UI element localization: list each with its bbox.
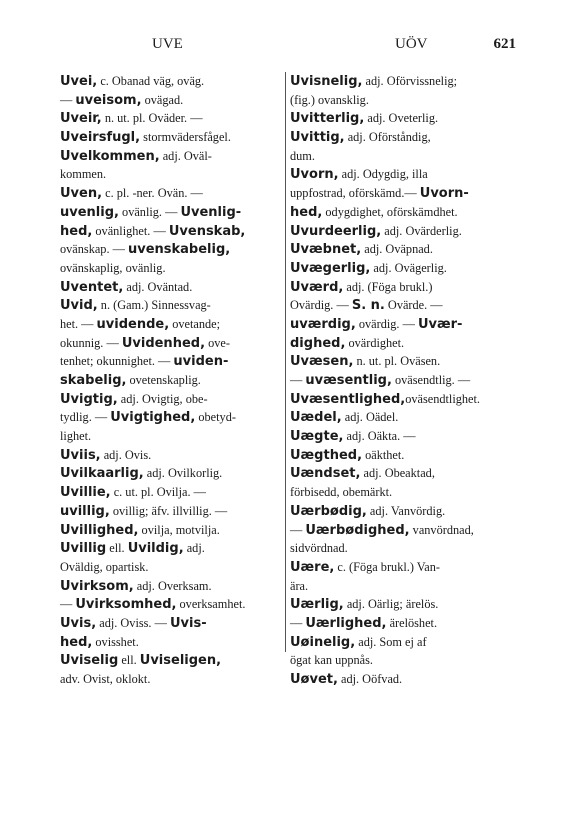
headword: hed,: [60, 634, 93, 650]
headword: Uægte,: [290, 429, 344, 445]
definition-text: Ovärdig. —: [290, 298, 352, 313]
headword: Uvæbnet,: [290, 242, 362, 258]
dictionary-line: [60, 521, 280, 540]
column-divider: [285, 72, 286, 652]
headword: Uvigtig,: [60, 391, 118, 407]
dictionary-line: [290, 539, 516, 558]
definition-text: adj. Oviss. —: [96, 615, 170, 630]
definition-text: —: [290, 373, 306, 387]
dictionary-line: [60, 651, 280, 670]
definition-text: kommen.: [60, 167, 107, 182]
headword: uvenskabelig,: [127, 242, 231, 258]
definition-text: tydlig. —: [60, 410, 111, 425]
definition-text: n. (Gam.) Sinnessvag-: [97, 298, 211, 313]
dictionary-line: [290, 595, 516, 614]
dictionary-line: [60, 446, 280, 465]
dictionary-line: [290, 577, 516, 596]
dictionary-line: [290, 483, 516, 502]
dictionary-line: [60, 91, 280, 110]
headword: Uvenskab,: [168, 223, 246, 239]
dictionary-line: [60, 427, 280, 446]
headword: hed,: [290, 204, 323, 220]
definition-text: het. —: [60, 316, 97, 331]
headword: Uøinelig,: [290, 634, 356, 650]
headword: Uvigtighed,: [110, 410, 196, 426]
definition-text: ell.: [118, 653, 140, 668]
definition-text: —: [60, 92, 76, 107]
headword: Uvidenhed,: [121, 335, 206, 351]
dictionary-line: [60, 670, 280, 689]
headword: Uædel,: [290, 410, 342, 426]
definition-text: odygdighet, oförskämdhet.: [322, 204, 458, 219]
definition-text: —: [290, 615, 306, 630]
headword: Uvittig,: [290, 130, 345, 146]
dictionary-line: [60, 315, 280, 334]
headword: Uvelkommen,: [60, 148, 160, 164]
headword: dighed,: [290, 335, 346, 351]
definition-text: Ovärde. —: [384, 298, 443, 313]
definition-text: lighet.: [60, 429, 92, 444]
dictionary-line: [60, 222, 280, 241]
dictionary-line: [60, 502, 280, 521]
headword: Uære,: [290, 559, 335, 575]
definition-text: adj. Oväntad.: [123, 279, 193, 294]
definition-text: adj. Ovis.: [100, 447, 152, 462]
definition-text: obetyd-: [195, 410, 236, 425]
definition-text: ovänskaplig, ovänlig.: [60, 260, 166, 275]
headword: Uvirksom,: [60, 578, 134, 594]
dictionary-line: [290, 446, 516, 465]
definition-text: adj. Ovilkorlig.: [143, 466, 223, 481]
headword: Uærlighed,: [305, 615, 387, 631]
definition-text: tenhet; okunnighet. —: [60, 354, 174, 369]
headword: Uvillig: [60, 541, 107, 557]
dictionary-line: [60, 259, 280, 278]
definition-text: ell.: [106, 541, 128, 556]
definition-text: adj. Obeaktad,: [360, 466, 435, 481]
dictionary-line: [60, 595, 280, 614]
definition-text: adj. Oförståndig,: [344, 130, 431, 145]
dictionary-line: [60, 371, 280, 390]
headword: Uveirsfugl,: [60, 130, 141, 146]
definition-text: ove-: [205, 335, 230, 350]
dictionary-line: [60, 577, 280, 596]
headword: uviden-: [173, 354, 229, 370]
definition-text: adj. Ovägerlig.: [370, 260, 447, 275]
headword: Uvæsentlighed,: [290, 391, 406, 407]
dictionary-line: [290, 109, 516, 128]
dictionary-line: [60, 558, 280, 577]
dictionary-line: [290, 128, 516, 147]
dictionary-line: [60, 165, 280, 184]
definition-text: oväsendtlig. —: [391, 373, 471, 387]
dictionary-line: [290, 352, 516, 371]
definition-text: ovisshet.: [92, 634, 139, 649]
definition-text: adj. Ovigtig, obe-: [117, 391, 208, 406]
dictionary-line: [290, 390, 516, 409]
headword: Uændset,: [290, 466, 361, 482]
definition-text: ovillig; äfv. illvillig. —: [109, 503, 228, 518]
definition-text: ovetande;: [169, 316, 221, 331]
definition-text: ovetenskaplig.: [126, 373, 201, 387]
definition-text: okunnig. —: [60, 335, 122, 350]
headword: Uvirksomhed,: [75, 597, 177, 613]
headword: uvæsentlig,: [305, 373, 392, 388]
dictionary-line: [290, 521, 516, 540]
definition-text: ovilja, motvilja.: [138, 522, 220, 537]
definition-text: adj. Oväpnad.: [361, 242, 433, 257]
headword: hed,: [60, 223, 93, 239]
headword: Uvorn,: [290, 167, 339, 183]
headword: Uvenlig-: [180, 204, 242, 220]
dictionary-line: [60, 109, 280, 128]
definition-text: förbisedd, obemärkt.: [290, 485, 393, 500]
dictionary-line: [290, 502, 516, 521]
definition-text: ära.: [290, 578, 309, 593]
headword: Uviselig: [60, 653, 119, 669]
headword: Uvæsen,: [290, 354, 354, 370]
definition-text: ovänlighet. —: [92, 223, 169, 238]
dictionary-line: [60, 408, 280, 427]
headword: uværdig,: [290, 316, 356, 332]
headword: Uvildig,: [127, 541, 184, 557]
headword: Uvitterlig,: [290, 111, 365, 127]
definition-text: adj. Overksam.: [133, 578, 212, 593]
definition-text: ovägad.: [141, 92, 184, 107]
dictionary-line: [290, 558, 516, 577]
left-column: [60, 72, 280, 689]
dictionary-line: [290, 296, 516, 315]
dictionary-line: [60, 72, 280, 91]
headword: Uviseligen,: [139, 653, 222, 669]
dictionary-line: [60, 352, 280, 371]
definition-text: adj. Odygdig, illa: [338, 167, 428, 182]
dictionary-line: [290, 240, 516, 259]
definition-text: c. pl. -ner. Ovän. —: [102, 186, 203, 201]
headword: Uvorn-: [419, 186, 469, 202]
headword: Uvurdeerlig,: [290, 223, 382, 239]
dictionary-line: [290, 315, 516, 334]
headword: Uvægerlig,: [290, 260, 371, 276]
dictionary-line: [290, 147, 516, 166]
definition-text: ovärdig. —: [355, 316, 418, 331]
dictionary-line: [60, 483, 280, 502]
dictionary-line: [290, 651, 516, 670]
headword: Uvisnelig,: [290, 74, 363, 89]
dictionary-line: [60, 614, 280, 633]
headword: Uventet,: [60, 279, 124, 295]
dictionary-line: [60, 184, 280, 203]
headword: uveisom,: [75, 92, 142, 108]
dictionary-line: [60, 240, 280, 259]
definition-text: adj. Vanvördig.: [366, 503, 446, 518]
definition-text: c. ut. pl. Ovilja. —: [110, 485, 206, 500]
dictionary-line: [290, 72, 516, 91]
page-number: 621: [493, 36, 516, 52]
dictionary-line: [290, 371, 516, 390]
definition-text: adj. (Föga brukl.): [343, 279, 433, 294]
definition-text: adj. Oärlig; ärelös.: [343, 597, 439, 612]
definition-text: c. (Föga brukl.) Van-: [334, 559, 440, 574]
dictionary-line: [290, 614, 516, 633]
dictionary-line: [290, 464, 516, 483]
definition-text: n. ut. pl. Oväder. —: [101, 111, 203, 126]
definition-text: ovärdighet.: [345, 335, 405, 350]
headword: Uvillighed,: [60, 522, 139, 538]
headword: uvidende,: [96, 316, 170, 332]
right-column: [290, 72, 516, 689]
definition-text: ögat kan uppnås.: [290, 653, 373, 668]
headword: Uærlig,: [290, 597, 344, 613]
headword: Uvei,: [60, 74, 98, 89]
dictionary-line: [290, 184, 516, 203]
dictionary-line: [290, 165, 516, 184]
headword: Uøvet,: [290, 672, 338, 687]
definition-text: (fig.) ovansklig.: [290, 92, 369, 107]
headword: uvillig,: [60, 503, 110, 519]
definition-text: n. ut. pl. Oväsen.: [353, 354, 441, 369]
definition-text: adj. Oädel.: [341, 410, 399, 425]
dictionary-line: [290, 259, 516, 278]
definition-text: —: [290, 522, 306, 537]
dictionary-line: [290, 633, 516, 652]
dictionary-line: [60, 464, 280, 483]
dictionary-line: [60, 334, 280, 353]
dictionary-line: [60, 128, 280, 147]
dictionary-line: [60, 147, 280, 166]
headword: Uvillie,: [60, 485, 111, 501]
dictionary-line: [290, 278, 516, 297]
dictionary-line: [60, 633, 280, 652]
dictionary-line: [290, 222, 516, 241]
dictionary-line: [60, 390, 280, 409]
headword: skabelig,: [60, 373, 127, 388]
running-head-right: UÖV: [395, 36, 428, 52]
dictionary-line: [60, 296, 280, 315]
definition-text: adj. Oveterlig.: [364, 111, 439, 126]
headword: Uvis,: [60, 615, 97, 631]
definition-text: c. Obanad väg, oväg.: [97, 74, 205, 88]
dictionary-line: [60, 539, 280, 558]
dictionary-line: [290, 334, 516, 353]
headword: Uvær-: [417, 316, 463, 332]
definition-text: adj. Ovärderlig.: [381, 223, 462, 238]
definition-text: uppfostrad, oförskämd.—: [290, 186, 420, 201]
dictionary-line: [290, 408, 516, 427]
dictionary-line: [290, 670, 516, 689]
definition-text: adv. Ovist, oklokt.: [60, 672, 151, 686]
definition-text: adj. Oäkta. —: [343, 429, 416, 444]
definition-text: adj. Som ej af: [355, 634, 427, 649]
dictionary-line: [290, 91, 516, 110]
definition-text: adj. Oförvissnelig;: [362, 74, 458, 88]
headword: uvenlig,: [60, 204, 119, 220]
definition-text: Oväldig, opartisk.: [60, 559, 149, 574]
definition-text: oväsendtlighet.: [405, 391, 481, 406]
running-head-left: UVE: [152, 36, 183, 52]
headword: Uvid,: [60, 298, 98, 314]
dictionary-line: [60, 278, 280, 297]
definition-text: adj. Oväl-: [159, 148, 212, 163]
definition-text: ovänskap. —: [60, 242, 128, 257]
headword: Uvis-: [169, 615, 207, 631]
definition-text: oäkthet.: [362, 447, 405, 462]
definition-text: vanvördnad,: [409, 522, 474, 537]
headword: Uveir,: [60, 111, 102, 127]
definition-text: ärelöshet.: [386, 615, 438, 630]
definition-text: dum.: [290, 148, 315, 163]
headword: Uærbødighed,: [305, 522, 410, 538]
dictionary-line: [290, 203, 516, 222]
headword: Uviis,: [60, 447, 101, 463]
definition-text: adj.: [183, 541, 205, 556]
dictionary-line: [60, 203, 280, 222]
page-header: [60, 36, 516, 54]
definition-text: ovänlig. —: [118, 204, 181, 219]
headword: S. n.: [351, 298, 385, 314]
definition-text: sidvördnad.: [290, 541, 348, 556]
definition-text: stormvädersfågel.: [140, 130, 231, 145]
definition-text: adj. Oöfvad.: [337, 672, 403, 686]
headword: Uvilkaarlig,: [60, 466, 144, 482]
definition-text: overksamhet.: [176, 597, 246, 612]
headword: Uægthed,: [290, 447, 363, 463]
headword: Uven,: [60, 186, 103, 202]
dictionary-line: [290, 427, 516, 446]
headword: Uværd,: [290, 279, 344, 295]
definition-text: —: [60, 597, 76, 612]
headword: Uærbødig,: [290, 503, 367, 519]
